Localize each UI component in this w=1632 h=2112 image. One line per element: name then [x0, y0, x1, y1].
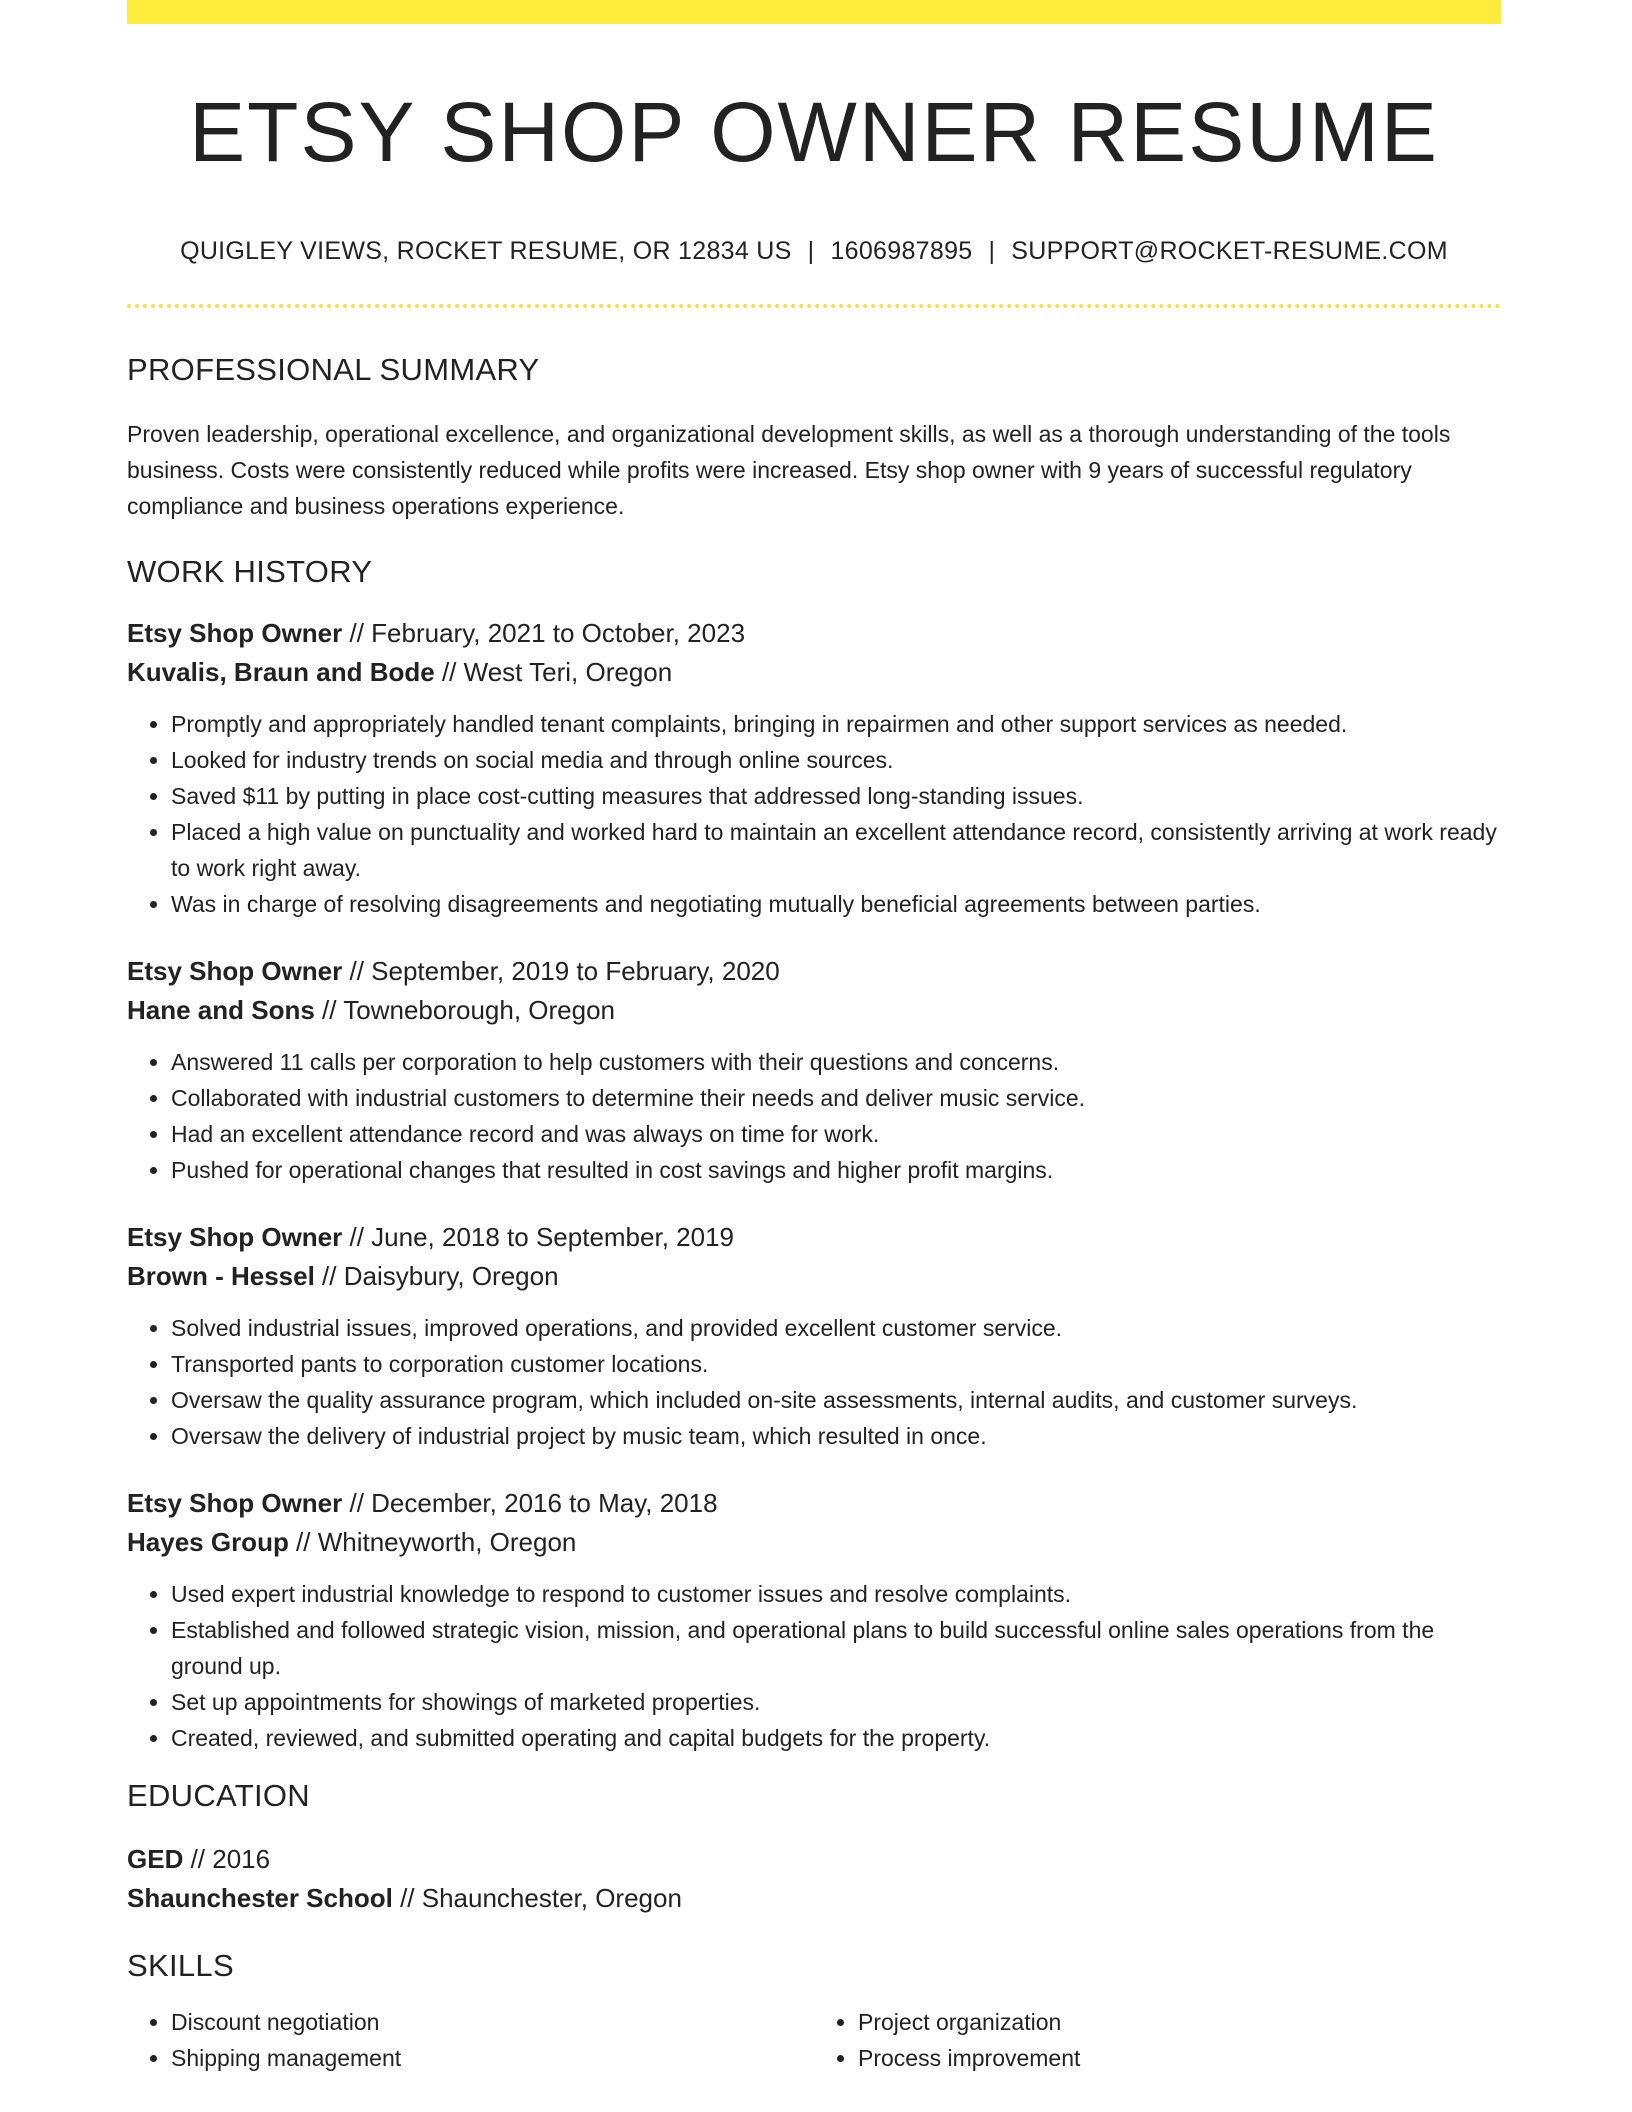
job-title-line: [127, 614, 1501, 653]
skills-columns: [127, 2004, 1501, 2076]
job-bullet: • Oversaw the delivery of industrial project by music team, which resulted in once.: [171, 1418, 1501, 1454]
skills-heading: SKILLS: [127, 1947, 234, 1983]
job-location: // Towneborough, Oregon: [314, 994, 615, 1025]
job-company: Kuvalis, Braun and Bode: [127, 656, 435, 687]
job-bullet: • Was in charge of resolving disagreements and negotiating mutually beneficial agreements between parties.: [171, 886, 1501, 922]
education-school-line: [127, 1879, 1501, 1918]
contact-line: [127, 237, 1501, 266]
job-bullet: • Created, reviewed, and submitted operating and capital budgets for the property.: [171, 1720, 1501, 1756]
top-accent-bar: [127, 0, 1501, 24]
education-heading: EDUCATION: [127, 1777, 310, 1813]
job-company-line: [127, 1257, 1501, 1296]
job-company-line: [127, 1523, 1501, 1562]
job-title: Etsy Shop Owner: [127, 955, 343, 986]
education-year: // 2016: [183, 1843, 271, 1874]
job-bullets: [127, 1310, 1501, 1454]
skills-left-column: [127, 2004, 814, 2076]
contact-phone: 1606987895: [830, 236, 973, 265]
job-bullet: • Answered 11 calls per corporation to help customers with their questions and concerns.: [171, 1044, 1501, 1080]
job-bullet: • Pushed for operational changes that resulted in cost savings and higher profit margins.: [171, 1152, 1501, 1188]
work-entry: [127, 1484, 1501, 1756]
job-dates: // February, 2021 to October, 2023: [342, 617, 746, 648]
contact-address: QUIGLEY VIEWS, ROCKET RESUME, OR 12834 US: [180, 236, 792, 265]
job-bullet: • Had an excellent attendance record and was always on time for work.: [171, 1116, 1501, 1152]
work-entry: [127, 614, 1501, 922]
job-title-line: [127, 952, 1501, 991]
contact-separator: |: [988, 236, 996, 265]
job-dates: // December, 2016 to May, 2018: [342, 1487, 718, 1518]
work-entry: [127, 952, 1501, 1188]
job-company: Hane and Sons: [127, 994, 315, 1025]
education-location: // Shaunchester, Oregon: [392, 1882, 682, 1913]
job-title: Etsy Shop Owner: [127, 617, 343, 648]
education-degree: GED: [127, 1843, 184, 1874]
job-location: // Whitneyworth, Oregon: [288, 1526, 577, 1557]
job-bullet: • Placed a high value on punctuality and worked hard to maintain an excellent attendance record, consistently arriving at work ready to work right away.: [171, 814, 1501, 886]
resume-title: ETSY SHOP OWNER RESUME: [189, 85, 1439, 179]
job-title-line: [127, 1484, 1501, 1523]
work-history-heading: WORK HISTORY: [127, 553, 373, 589]
job-bullet: • Collaborated with industrial customers to determine their needs and deliver music service.: [171, 1080, 1501, 1116]
resume-page: [127, 0, 1501, 2076]
job-location: // Daisybury, Oregon: [314, 1260, 559, 1291]
job-title: Etsy Shop Owner: [127, 1487, 343, 1518]
job-title-line: [127, 1218, 1501, 1257]
job-title: Etsy Shop Owner: [127, 1221, 343, 1252]
job-dates: // September, 2019 to February, 2020: [342, 955, 780, 986]
job-bullet: • Solved industrial issues, improved operations, and provided excellent customer service.: [171, 1310, 1501, 1346]
job-bullet: • Promptly and appropriately handled tenant complaints, bringing in repairmen and other support services as needed.: [171, 706, 1501, 742]
work-history-list: [127, 614, 1501, 1756]
dotted-divider: [127, 304, 1501, 308]
work-entry: [127, 1218, 1501, 1454]
skill-item: • Discount negotiation: [171, 2004, 814, 2040]
summary-heading: PROFESSIONAL SUMMARY: [127, 351, 540, 387]
job-company: Hayes Group: [127, 1526, 289, 1557]
job-bullets: [127, 1044, 1501, 1188]
job-company-line: [127, 991, 1501, 1030]
job-location: // West Teri, Oregon: [434, 656, 673, 687]
job-bullet: • Set up appointments for showings of marketed properties.: [171, 1684, 1501, 1720]
job-bullet: • Transported pants to corporation customer locations.: [171, 1346, 1501, 1382]
job-bullets: [127, 1576, 1501, 1756]
job-bullets: [127, 706, 1501, 922]
job-bullet: • Oversaw the quality assurance program, which included on-site assessments, internal audits, and customer surveys.: [171, 1382, 1501, 1418]
job-company: Brown - Hessel: [127, 1260, 315, 1291]
job-bullet: • Established and followed strategic vision, mission, and operational plans to build successful online sales operations from the ground up.: [171, 1612, 1501, 1684]
education-degree-line: [127, 1840, 1501, 1879]
job-company-line: [127, 653, 1501, 692]
summary-text: Proven leadership, operational excellence, and organizational development skills, as well as a thorough understanding of the tools business. Costs were consistently reduced while profits were increased. Etsy shop owner with 9 years of successful regulatory compliance and business operations experience.: [127, 420, 1451, 519]
job-dates: // June, 2018 to September, 2019: [342, 1221, 734, 1252]
job-bullet: • Looked for industry trends on social media and through online sources.: [171, 742, 1501, 778]
job-bullet: • Saved $11 by putting in place cost-cutting measures that addressed long-standing issues.: [171, 778, 1501, 814]
contact-email: SUPPORT@ROCKET-RESUME.COM: [1011, 236, 1448, 265]
skill-item: • Process improvement: [858, 2040, 1501, 2076]
job-bullet: • Used expert industrial knowledge to respond to customer issues and resolve complaints.: [171, 1576, 1501, 1612]
education-entry: [127, 1840, 1501, 1918]
contact-separator: |: [807, 236, 815, 265]
education-school: Shaunchester School: [127, 1882, 393, 1913]
skill-item: • Project organization: [858, 2004, 1501, 2040]
skills-right-column: [814, 2004, 1501, 2076]
skill-item: • Shipping management: [171, 2040, 814, 2076]
